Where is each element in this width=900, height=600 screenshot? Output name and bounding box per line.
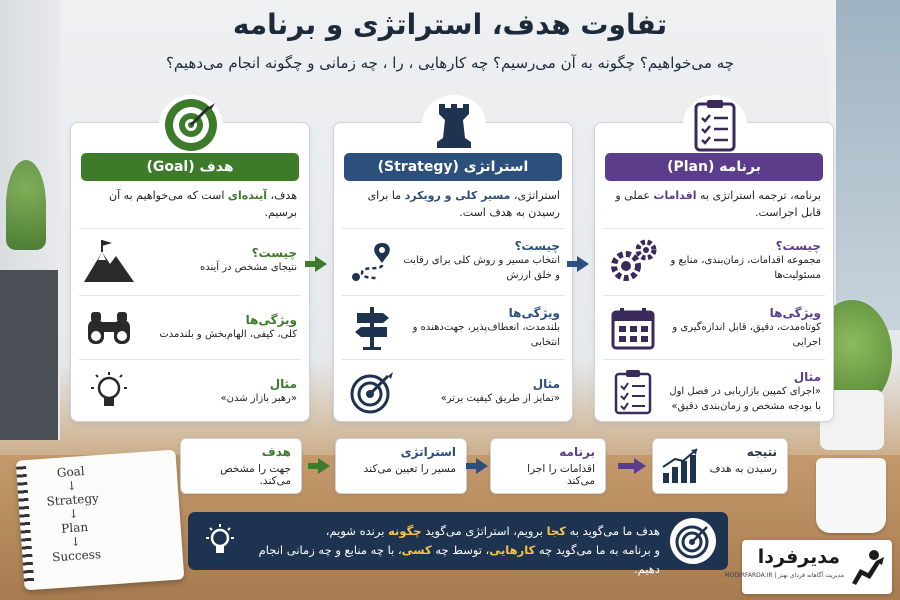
notebook <box>16 450 185 591</box>
row-body: انتخاب مسیر و روش کلی برای رقابت و خلق ارزش <box>403 254 560 281</box>
chess-rook-icon <box>422 95 486 155</box>
goal-description: هدف، آینده‌ای است که می‌خواهیم به آن برسیم. <box>109 189 297 219</box>
flow-step-strategy <box>335 438 467 494</box>
notebook-line: Strategy <box>46 491 100 509</box>
flow-body: رسیدن به هدف <box>709 463 777 475</box>
row-body: کلی، کیفی، الهام‌بخش و بلندمدت <box>159 329 297 340</box>
arrow-right-icon <box>567 256 589 272</box>
plan-column <box>594 122 834 422</box>
lightbulb-icon <box>79 364 139 420</box>
target-icon <box>342 364 402 420</box>
growth-chart-icon <box>661 447 701 485</box>
clipboard-checklist-icon <box>683 95 747 155</box>
arrow-right-icon <box>305 256 327 272</box>
strategy-row-features <box>342 295 564 359</box>
logo-tagline: مدیریت آگاهانه فردای بهتر | MODIRFARDA.IR <box>724 572 844 579</box>
row-title: ویژگی‌ها <box>769 305 821 320</box>
goal-row-what <box>79 228 301 292</box>
row-title: چیست؟ <box>775 238 821 253</box>
signpost-icon <box>342 300 402 356</box>
summary-text: هدف ما می‌گوید به کجا برویم، استراتژی می‌گوید چگونه برنده شویم، و برنامه به ما می‌گوید چه کارهایی، توسط چه کسی، با چه منابع و چه زمانی انجام دهیم. <box>258 524 660 576</box>
plan-row-features <box>603 295 825 359</box>
flow-step-plan <box>490 438 606 494</box>
strategy-column <box>333 122 573 422</box>
notebook-line: ↓ <box>66 478 78 494</box>
flow-body: جهت را مشخص می‌کند. <box>220 463 291 487</box>
goal-column <box>70 122 310 422</box>
row-body: مجموعه اقدامات، زمان‌بندی، منابع و مسئولیت‌ها <box>670 254 821 281</box>
notebook-line: Success <box>51 547 102 565</box>
background-window <box>830 0 900 330</box>
row-body: کوتاه‌مدت، دقیق، قابل اندازه‌گیری و اجرایی <box>672 321 821 348</box>
plan-heading: برنامه (Plan) <box>605 153 823 181</box>
page-title: تفاوت هدف، استراتژی و برنامه <box>232 8 668 41</box>
checklist-icon <box>603 364 663 420</box>
row-title: چیست؟ <box>514 238 560 253</box>
row-body: «اجرای کمپین بازاریابی در فصل اول با بودجه مشخص و زمان‌بندی دقیق» <box>669 385 821 412</box>
summary-banner <box>188 512 728 576</box>
flow-title: برنامه <box>559 445 595 459</box>
row-title: ویژگی‌ها <box>508 305 560 320</box>
row-title: مثال <box>532 377 560 391</box>
route-pin-icon <box>342 233 402 289</box>
plan-row-what <box>603 228 825 292</box>
flow-title: استراتژی <box>400 445 456 459</box>
binoculars-icon <box>79 300 139 356</box>
row-title: ویژگی‌ها <box>245 313 297 327</box>
page-subtitle: چه می‌خواهیم؟ چگونه به آن می‌رسیم؟ چه کارهایی ، را ، چه زمانی و چگونه انجام می‌دهیم؟ <box>165 54 735 72</box>
arrow-right-icon <box>308 458 330 474</box>
plan-description: برنامه، ترجمه استراتژی به اقدامات عملی و قابل اجراست. <box>615 189 821 219</box>
notebook-line: ↓ <box>70 534 82 550</box>
brand-logo <box>724 540 892 594</box>
arrow-right-icon <box>466 458 488 474</box>
flow-title: هدف <box>261 445 291 459</box>
lightbulb-icon <box>202 523 238 559</box>
goal-row-example <box>79 359 301 423</box>
row-body: «تمایز از طریق کیفیت برتر» <box>440 393 560 404</box>
notebook-line: Goal <box>56 463 86 480</box>
flow-title: نتیجه <box>746 445 777 459</box>
target-icon <box>670 518 716 564</box>
calendar-icon <box>603 300 663 356</box>
target-icon <box>159 95 223 155</box>
logo-name: مدیرفردا <box>757 546 840 568</box>
goal-row-features <box>79 295 301 359</box>
flow-body: اقدامات را اجرا می‌کند <box>527 463 595 487</box>
strategy-row-what <box>342 228 564 292</box>
row-title: مثال <box>793 369 821 384</box>
background-shelf <box>0 270 58 440</box>
background-mug <box>816 458 886 533</box>
arrow-right-icon <box>618 458 648 474</box>
strategy-description: استراتژی، مسیر کلی و رویکرد ما برای رسیدن به هدف است. <box>367 189 560 219</box>
goal-heading: هدف (Goal) <box>81 153 299 181</box>
logo-figure-icon <box>846 547 886 587</box>
row-body: نتیجای مشخص در آینده <box>199 262 297 273</box>
flow-step-result <box>652 438 788 494</box>
flow-body: مسیر را تعیین می‌کند <box>363 463 456 475</box>
notebook-text <box>44 463 103 564</box>
gears-icon <box>603 233 663 289</box>
row-body: «رهبر بازار شدن» <box>220 393 297 404</box>
flow-step-goal <box>180 438 302 494</box>
row-body: بلندمدت، انعطاف‌پذیر، جهت‌دهنده و انتخابی <box>412 321 560 348</box>
background-plant-left <box>6 160 46 250</box>
row-title: چیست؟ <box>251 246 297 260</box>
plan-row-example <box>603 359 825 423</box>
row-title: مثال <box>269 377 297 391</box>
strategy-heading: استراتژی (Strategy) <box>344 153 562 181</box>
strategy-row-example <box>342 359 564 423</box>
mountain-flag-icon <box>79 233 139 289</box>
notebook-line: ↓ <box>68 506 80 522</box>
notebook-line: Plan <box>60 519 89 536</box>
